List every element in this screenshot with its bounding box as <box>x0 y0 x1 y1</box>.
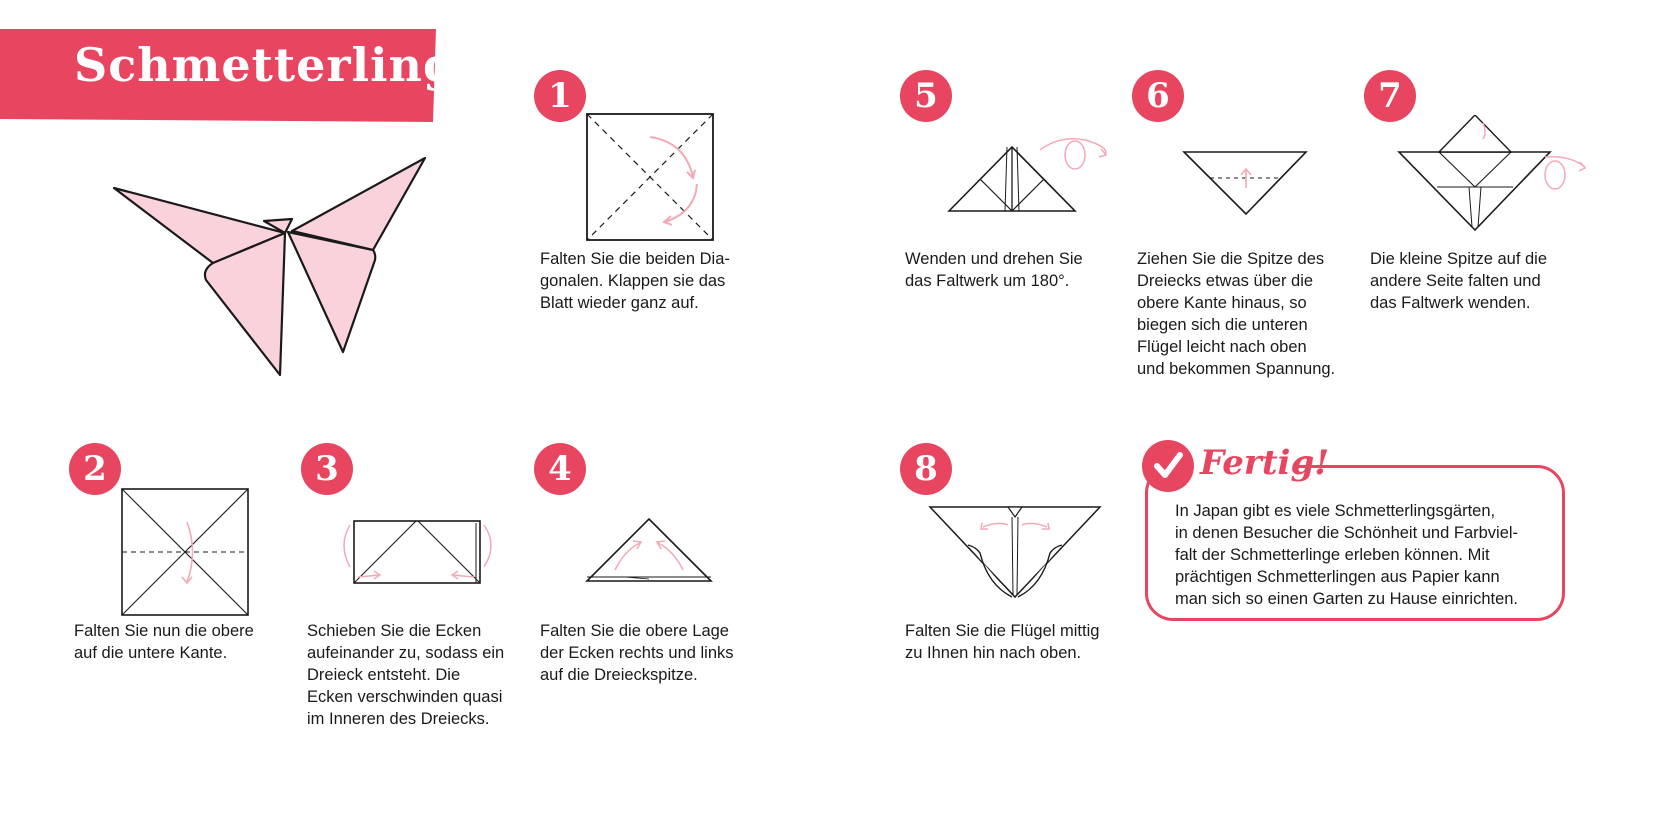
step-description: Falten Sie die beiden Dia- gonalen. Klappen sie das Blatt wieder ganz auf. <box>540 250 730 312</box>
page-title: Schmetterling <box>74 38 457 92</box>
step-description: Falten Sie nun die obere auf die untere Kante. <box>74 622 254 662</box>
step-number-badge: 7 <box>1364 70 1416 122</box>
done-text: In Japan gibt es viele Schmetterlingsgärten, in denen Besucher die Schönheit und Farbviel- falt der Schmetterlinge erleben können. Mit prächtigen Schmetterlingen aus Papier kann man sich so einen Garten zu Hause einrichten. <box>1175 502 1519 608</box>
step-number-badge: 6 <box>1132 70 1184 122</box>
step-number-badge: 1 <box>534 70 586 122</box>
step-description: Schieben Sie die Ecken aufeinander zu, sodass ein Dreieck entsteht. Die Ecken verschwinden quasi im Inneren des Dreiecks. <box>307 622 505 728</box>
step-number-badge: 5 <box>900 70 952 122</box>
step-description: Ziehen Sie die Spitze des Dreiecks etwas über die obere Kante hinaus, so biegen sich die unteren Flügel leicht nach oben und bekommen Spannung. <box>1137 250 1336 378</box>
butterfly-illustration <box>110 150 430 385</box>
triangle-corners-diagram <box>585 515 715 585</box>
step-number-badge: 2 <box>69 443 121 495</box>
wing-fold-diagram <box>928 505 1103 600</box>
triangle-turn-diagram <box>945 135 1115 215</box>
step-number-badge: 8 <box>900 443 952 495</box>
done-title: Fertig! <box>1200 443 1330 483</box>
step-description: Falten Sie die Flügel mittig zu Ihnen hin nach oben. <box>905 622 1100 662</box>
inverted-triangle-diagram <box>1180 148 1320 218</box>
butterfly-icon <box>110 150 430 380</box>
wings-shape-diagram <box>1395 115 1590 240</box>
step-description: Die kleine Spitze auf die andere Seite falten und das Faltwerk wenden. <box>1370 250 1548 312</box>
rectangle-fold-diagram <box>338 515 498 585</box>
step-description: Falten Sie die obere Lage der Ecken rechts und links auf die Dreieckspitze. <box>540 622 734 684</box>
step-number-badge: 4 <box>534 443 586 495</box>
step-description: Wenden und drehen Sie das Faltwerk um 180°. <box>905 250 1083 290</box>
step-number-badge: 3 <box>301 443 353 495</box>
square-diagonals-diagram <box>585 112 715 242</box>
square-fold-diagram <box>120 487 250 617</box>
checkmark-icon <box>1142 440 1194 492</box>
